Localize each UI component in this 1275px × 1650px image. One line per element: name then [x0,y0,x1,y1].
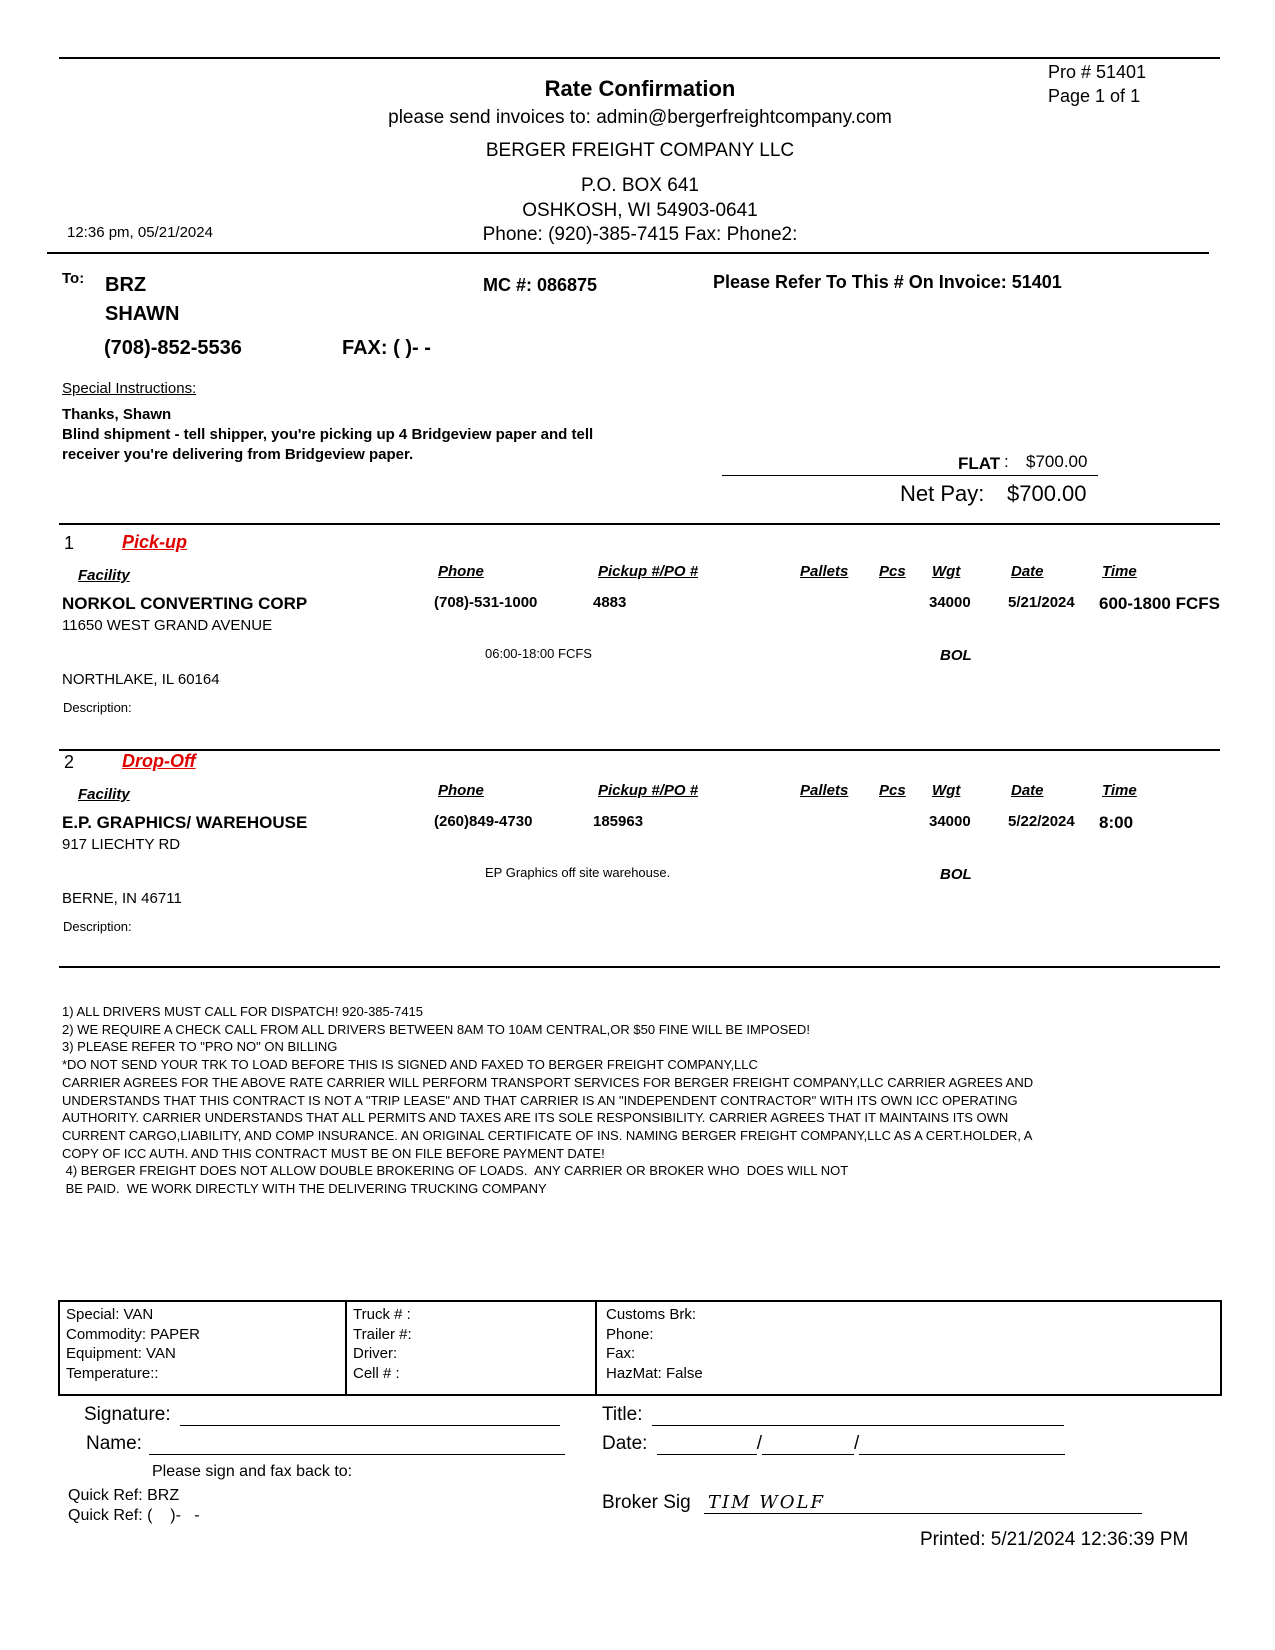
flat-rate-value: $700.00 [1026,452,1088,471]
temperature-field: Temperature:: [66,1364,159,1382]
stop-weight: 34000 [929,594,971,611]
col-pallets: Pallets [800,563,849,580]
col-pcs: Pcs [879,563,906,580]
stop-time: 600-1800 FCFS [1099,594,1220,613]
col-facility: Facility [78,786,130,803]
facility-name: E.P. GRAPHICS/ WAREHOUSE [62,813,308,832]
title-row [602,1404,1064,1426]
driver-field: Driver: [353,1345,398,1362]
stop-description: Description: [63,700,132,715]
truck-field: Truck # : [353,1306,411,1323]
stop-divider [59,749,1220,751]
print-timestamp: 12:36 pm, 05/21/2024 [67,224,213,241]
signature-line[interactable] [180,1407,560,1426]
equipment-cell [60,1302,347,1394]
customs-fax-field: Fax: [606,1345,636,1362]
printed-timestamp: Printed: 5/21/2024 12:36:39 PM [920,1529,1189,1550]
stop-note: 06:00-18:00 FCFS [485,646,592,661]
terms-line: 4) BERGER FREIGHT DOES NOT ALLOW DOUBLE BROKERING OF LOADS. ANY CARRIER OR BROKER WHO DOES WILL NOT [62,1163,849,1179]
customs-cell [598,1302,1220,1394]
facility-phone: (260)849-4730 [434,813,533,830]
col-wgt: Wgt [932,782,961,799]
name-label: Name: [86,1433,142,1454]
facility-city: BERNE, IN 46711 [62,890,182,907]
to-label: To: [62,270,85,287]
carrier-name: BRZ [105,274,147,296]
invoice-email-line: please send invoices to: admin@bergerfreightcompany.com [388,107,892,128]
stop-bol: BOL [940,647,972,664]
special-instructions-label: Special Instructions: [62,380,197,397]
terms-line: COPY OF ICC AUTH. AND THIS CONTRACT MUST BE ON FILE BEFORE PAYMENT DATE! [62,1145,605,1161]
quick-ref-2: Quick Ref: ( )- - [68,1507,200,1524]
col-pallets: Pallets [800,782,849,799]
date-row [602,1433,1065,1455]
stop-note: EP Graphics off site warehouse. [485,865,671,880]
date-separator: / [853,1433,860,1454]
company-address-1: P.O. BOX 641 [581,175,699,196]
col-wgt: Wgt [932,563,961,580]
carrier-fax: FAX: ( )- - [342,337,431,359]
facility-name: NORKOL CONVERTING CORP [62,594,308,613]
stop-bol: BOL [940,866,972,883]
special-instructions-line-1: Thanks, Shawn [62,406,172,423]
net-pay-label: Net Pay: [900,481,985,506]
load-details-box [58,1300,1222,1396]
date-year-line[interactable] [859,1436,1065,1455]
special-field: Special: VAN [66,1306,154,1323]
trailer-field: Trailer #: [353,1325,412,1343]
pro-number: Pro # 51401 [1048,62,1147,82]
stop-weight: 34000 [929,813,971,830]
stop-type: Pick-up [122,532,188,552]
special-instructions-line-3: receiver you're delivering from Bridgeview paper. [62,446,414,463]
equipment-field: Equipment: VAN [66,1345,176,1362]
col-facility: Facility [78,567,130,584]
stop-date: 5/21/2024 [1008,594,1075,611]
terms-line: CARRIER AGREES FOR THE ABOVE RATE CARRIER WILL PERFORM TRANSPORT SERVICES FOR BERGER FREIGHT COMPANY,LLC CARRIER AGREES AND [62,1074,1034,1090]
terms-line: 3) PLEASE REFER TO "PRO NO" ON BILLING [62,1039,338,1055]
terms-line: UNDERSTANDS THAT THIS CONTRACT IS NOT A "TRIP LEASE" AND THAT CARRIER IS AN "INDEPENDENT CONTRACTOR" WITH ITS OWN ICC OPERATING [62,1092,1018,1108]
terms-line: 2) WE REQUIRE A CHECK CALL FROM ALL DRIVERS BETWEEN 8AM TO 10AM CENTRAL,OR $50 FINE WILL BE IMPOSED! [62,1021,810,1037]
document-title: Rate Confirmation [544,76,736,101]
company-phone-line: Phone: (920)-385-7415 Fax: Phone2: [482,224,798,245]
facility-city: NORTHLAKE, IL 60164 [62,671,220,688]
terms-line: AUTHORITY. CARRIER UNDERSTANDS THAT ALL PERMITS AND TAXES ARE ITS SOLE RESPONSIBILITY. CARRIER AGREES THAT IT MAINTAINS ITS OWN [62,1110,1009,1126]
broker-sig-line [704,1492,1142,1514]
facility-address: 917 LIECHTY RD [62,836,181,853]
col-date: Date [1011,782,1044,799]
date-day-line[interactable] [762,1436,854,1455]
stop-date: 5/22/2024 [1008,813,1075,830]
pickup-po-number: 4883 [593,594,627,611]
facility-address: 11650 WEST GRAND AVENUE [62,617,273,634]
stop-time: 8:00 [1099,813,1134,832]
commodity-field: Commodity: PAPER [66,1325,200,1343]
customs-field: Customs Brk: [606,1306,697,1323]
signature-row [84,1404,560,1426]
truck-cell [347,1302,597,1394]
broker-signature-row [602,1492,1142,1514]
terms-line: *DO NOT SEND YOUR TRK TO LOAD BEFORE THIS IS SIGNED AND FAXED TO BERGER FREIGHT COMPANY,LLC [62,1057,758,1073]
mc-number: MC #: 086875 [483,275,598,295]
stops-bottom-rule [59,966,1220,968]
facility-phone: (708)-531-1000 [434,594,538,611]
stop-type: Drop-Off [122,751,196,771]
broker-signature: TIM WOLF [707,1492,825,1513]
terms-line: CURRENT CARGO,LIABILITY, AND COMP INSURANCE. AN ORIGINAL CERTIFICATE OF INS. NAMING BERGER FREIGHT COMPANY,LLC AS A CERT.HOLDER, A [62,1127,1033,1143]
stops-top-rule [59,523,1220,525]
stop-number: 1 [64,533,75,553]
flat-rate-colon: : [1004,452,1009,471]
col-pickup-po: Pickup #/PO # [598,782,699,799]
invoice-reference: Please Refer To This # On Invoice: 51401 [713,272,1062,292]
col-pcs: Pcs [879,782,906,799]
company-address-2: OSHKOSH, WI 54903-0641 [522,200,758,221]
col-phone: Phone [438,782,484,799]
fax-back-note: Please sign and fax back to: [152,1463,353,1480]
date-separator: / [756,1433,762,1454]
page-indicator: Page 1 of 1 [1048,86,1141,106]
col-pickup-po: Pickup #/PO # [598,563,699,580]
col-time: Time [1102,563,1137,580]
quick-ref-1: Quick Ref: BRZ [68,1487,180,1504]
stop-number: 2 [64,752,75,772]
date-month-line[interactable] [657,1436,757,1455]
flat-rate-label: FLAT [958,454,1001,473]
date-label: Date: [602,1433,648,1454]
name-row [86,1433,565,1455]
signature-label: Signature: [84,1404,171,1425]
terms-block [62,1003,1033,1198]
net-pay-value: $700.00 [1007,481,1087,506]
company-name: BERGER FREIGHT COMPANY LLC [485,140,795,161]
col-phone: Phone [438,563,484,580]
terms-line: 1) ALL DRIVERS MUST CALL FOR DISPATCH! 920-385-7415 [62,1004,424,1019]
special-instructions-line-2: Blind shipment - tell shipper, you're picking up 4 Bridgeview paper and tell [62,426,594,443]
col-date: Date [1011,563,1044,580]
header-top-rule [59,57,1220,59]
customs-phone-field: Phone: [606,1325,654,1343]
terms-line: BE PAID. WE WORK DIRECTLY WITH THE DELIVERING TRUCKING COMPANY [62,1181,547,1197]
title-label: Title: [602,1404,643,1425]
cell-field: Cell # : [353,1364,400,1382]
carrier-contact: SHAWN [105,303,180,325]
title-line[interactable] [652,1407,1064,1426]
carrier-phone: (708)-852-5536 [104,337,242,359]
name-line[interactable] [149,1436,565,1455]
rate-underline [722,475,1098,476]
stop-description: Description: [63,919,132,934]
header-bottom-rule [47,252,1209,254]
pickup-po-number: 185963 [593,813,644,830]
col-time: Time [1102,782,1137,799]
broker-sig-label: Broker Sig [602,1492,691,1513]
hazmat-field: HazMat: False [606,1364,703,1382]
